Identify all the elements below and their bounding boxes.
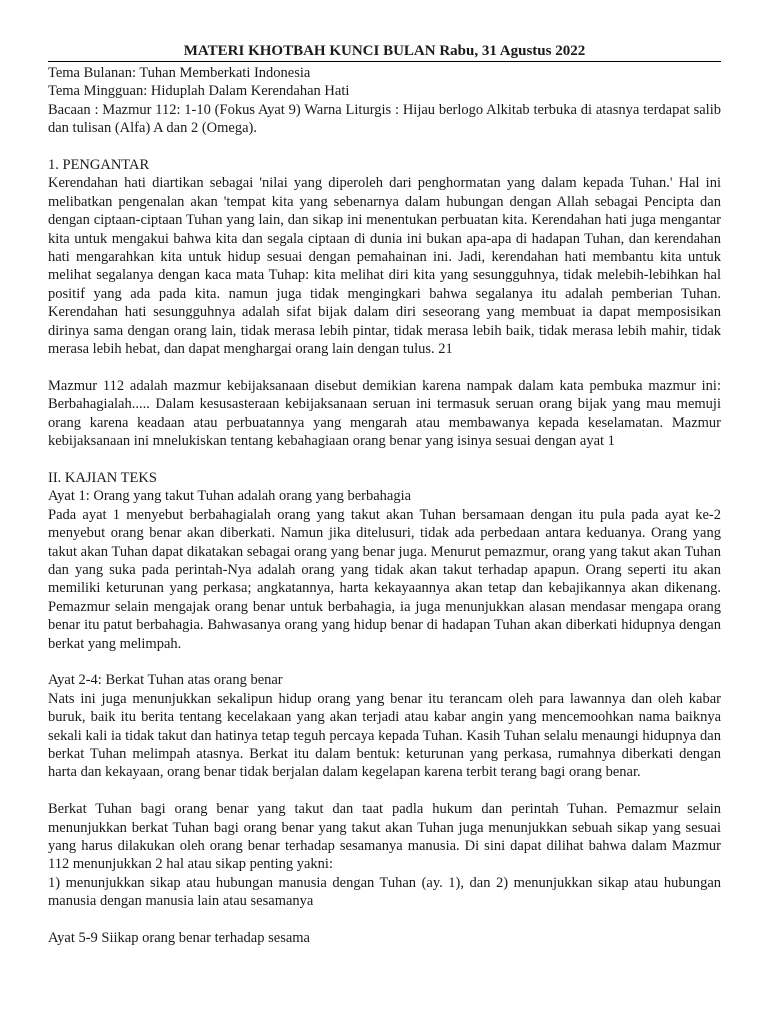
subheading-ayat-2-4: Ayat 2-4: Berkat Tuhan atas orang benar	[48, 672, 283, 689]
section-heading-kajian: II. KAJIAN TEKS	[48, 469, 157, 486]
spacer	[48, 358, 721, 376]
paragraph-pengantar-1: Kerendahan hati diartikan sebagai 'nilai yang diperoleh dari penghormatan yang dalam kepada Tuhan.' Hal ini melibatkan pengenalan akan 'tempat kita yang sebenarnya dalam hubungan dengan Allah sebagai Pencipta dan dengan ciptaan-ciptaan Tuhan yang lain, dan sikap ini menentukan perbuatan kita. Kerendahan hati juga mengantar kita untuk mengakui bahwa kita dan segala ciptaan di dunia ini bukan apa-apa di hadapan Tuhan, dan kerendahan hati mengarahkan kita untuk hidup sesuai dengan pemahainan ini. Jadi, kerendahan hati membantu kita untuk melihat segalanya dengan kaca mata Tuhap: kita melihat diri kita yang sesungguhnya, tidak melebih-lebihkan hal positif yang ada pada kita. namun juga tidak mengingkari bahwa segalanya itu adalah pemberian Tuhan. Kerendahan hati sesungguhnya adalah sifat bijak dalam diri seseorang yang membuat ia dapat memposisikan dirinya sama dengan orang lain, tidak merasa lebih pintar, tidak merasa lebih baik, tidak merasa lebih mahir, tidak merasa lebih hebat, dan dapat menghargai orang lain dengan tulus. 21	[48, 175, 721, 358]
paragraph-berkat: Berkat Tuhan bagi orang benar yang takut dan taat padla hukum dan perintah Tuhan. Pemazmur selain menunjukkan berkat Tuhan bagi orang benar yang takut akan Tuhan juga menunjukkan sebuah sikap yang sesuai yang harus dilakukan oleh orang benar terhadap sesamanya manusia. Di sini dapat dilihat bahwa dalam Mazmur 112 menunjukkan 2 hal atau sikap penting yakni:	[48, 801, 721, 873]
paragraph-berkat-list: 1) menunjukkan sikap atau hubungan manusia dengan Tuhan (ay. 1), dan 2) menunjukkan sikap atau hubungan manusia dengan manusia lain atau sesamanya	[48, 874, 721, 910]
bacaan: Bacaan : Mazmur 112: 1-10 (Fokus Ayat 9) Warna Liturgis : Hijau berlogo Alkitab terbuka di atasnya terdapat salib dan tulisan (Alfa) A dan 2 (Omega).	[48, 101, 721, 137]
section-heading-pengantar: 1. PENGANTAR	[48, 157, 150, 174]
tema-mingguan: Tema Mingguan: Hiduplah Dalam Kerendahan Hati	[48, 83, 350, 100]
tema-bulanan: Tema Bulanan: Tuhan Memberkati Indonesia	[48, 65, 311, 81]
spacer	[48, 138, 721, 156]
spacer	[48, 653, 721, 671]
document-title: MATERI KHOTBAH KUNCI BULAN Rabu, 31 Agustus 2022	[48, 42, 721, 62]
paragraph-ayat-2-4: Nats ini juga menunjukkan sekalipun hidup orang yang benar itu terancam oleh para lawannya dan oleh kabar buruk, baik itu berita tentang kecelakaan yang akan terjadi atau kabar angin yang mencemoohkan nama baiknya sekali kali ia tidak takut dan hatinya tetap teguh percaya kepada Tuhan. Kasih Tuhan selalu menaungi hidupnya dan berkat Tuhan melimpah atasnya. Berkat itu dalam bentuk: keturunan yang perkasa, rumahnya diberkati dengan harta dan kekayaan, orang benar tidak berjalan dalam kegelapan karena terbit terang bagi orang benar.	[48, 690, 721, 781]
spacer	[48, 451, 721, 469]
subheading-ayat-5-9: Ayat 5-9 Siikap orang benar terhadap sesama	[48, 930, 310, 946]
spacer	[48, 782, 721, 800]
document-body	[48, 64, 721, 947]
paragraph-pengantar-2: Mazmur 112 adalah mazmur kebijaksanaan disebut demikian karena nampak dalam kata pembuka mazmur ini: Berbahagialah..... Dalam kesusasteraan kebijaksanaan seruan ini termasuk seruan orang bijak yang mau memuji orang karena keadaan atau perbuatannya yang mengarah atau membawanya kepada keselamatan. Mazmur kebijaksanaan ini mnelukiskan tentang kebahagiaan orang benar yang isinya sesuai dengan ayat 1	[48, 377, 721, 450]
subheading-ayat-1: Ayat 1: Orang yang takut Tuhan adalah orang yang berbahagia	[48, 488, 412, 505]
spacer	[48, 911, 721, 929]
paragraph-ayat-1: Pada ayat 1 menyebut berbahagialah orang yang takut akan Tuhan bersamaan dengan itu pula pada ayat ke-2 menyebut orang benar akan diberkati. Namun jika ditelusuri, tidak ada perbedaan antara keduanya. Orang yang takut akan Tuhan dapat dikatakan sebagai orang yang benar juga. Menurut pemazmur, orang yang takut akan Tuhan dan yang suka pada perintah-Nya adalah orang yang tidak akan takut terhadap apapun. Orang seperti itu akan memiliki keturunan yang perkasa; angkatannya, harta kekayaannya akan tetap dan kebajikannya akan dikenang. Pemazmur selain mengajak orang benar untuk berbahagia, ia juga menunjukkan alasan mendasar mengapa orang benar itu patut berbahagia. Bahwasanya orang yang hidup benar di hadapan Tuhan akan diberkati hidupnya dengan berkat yang melimpah.	[48, 506, 721, 652]
